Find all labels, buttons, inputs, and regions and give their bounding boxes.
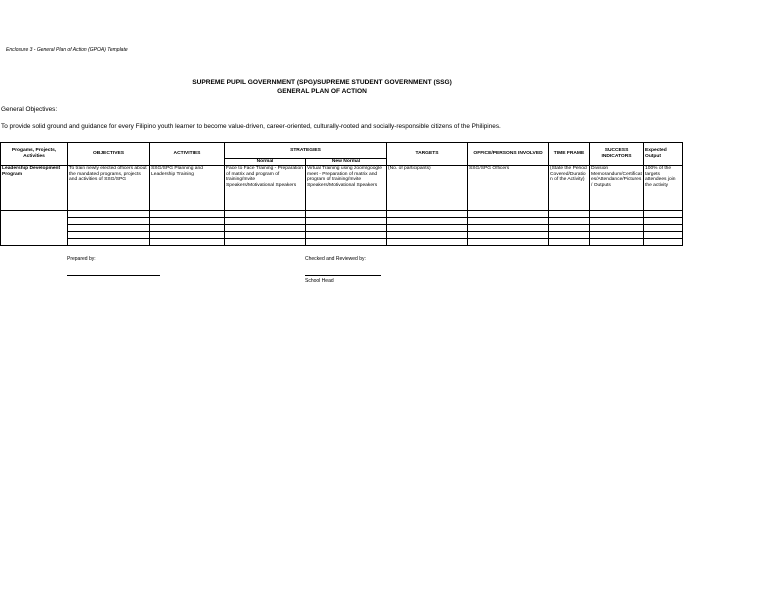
cell-empty xyxy=(644,218,683,225)
subheader-new-normal: New Normal xyxy=(306,159,387,166)
table-row xyxy=(1,232,683,239)
cell-empty xyxy=(150,232,225,239)
cell-empty xyxy=(68,211,150,218)
checked-by-signature-line xyxy=(305,275,381,276)
cell-empty xyxy=(387,218,468,225)
table-row xyxy=(1,166,683,211)
general-objectives-label: General Objectives: xyxy=(1,106,58,113)
table-row xyxy=(1,239,683,246)
general-objectives-text: To provide solid ground and guidance for every Filipino youth learner to become value-driven, career-oriented, culturally-rooted and socially-responsible citizens of the Philipines. xyxy=(1,123,501,130)
cell-ppa: Leadership Development Program xyxy=(1,166,68,211)
header-expected-output: Expected Output xyxy=(644,143,683,166)
header-strategies: STRATEGIES xyxy=(225,143,387,159)
cell-empty xyxy=(387,239,468,246)
cell-empty xyxy=(225,218,306,225)
cell-empty xyxy=(306,239,387,246)
plan-of-action-table xyxy=(0,142,683,246)
cell-empty xyxy=(468,218,549,225)
cell-empty xyxy=(644,239,683,246)
cell-empty xyxy=(549,218,590,225)
cell-empty xyxy=(306,232,387,239)
cell-empty xyxy=(150,211,225,218)
cell-new-normal: Virtual Training using zoom/google meet - Preparation of matrix and program of training/Invite Speakers/Motivational Speakers xyxy=(306,166,387,211)
header-objectives: OBJECTIVES xyxy=(68,143,150,166)
cell-empty xyxy=(225,232,306,239)
cell-empty xyxy=(468,239,549,246)
cell-empty xyxy=(150,218,225,225)
cell-empty xyxy=(644,232,683,239)
cell-empty xyxy=(306,211,387,218)
table-row xyxy=(1,218,683,225)
checked-by-label: Checked and Reviewed by: xyxy=(305,256,366,262)
cell-empty xyxy=(549,225,590,232)
cell-empty xyxy=(387,211,468,218)
cell-empty xyxy=(590,211,644,218)
document-title: SUPREME PUPIL GOVERNMENT (SPG)/SUPREME STUDENT GOVERNMENT (SSG) xyxy=(192,79,452,86)
cell-empty xyxy=(590,232,644,239)
header-success-indicators: SUCCESS INDICATORS xyxy=(590,143,644,166)
cell-empty xyxy=(644,225,683,232)
cell-empty xyxy=(468,232,549,239)
cell-empty xyxy=(150,239,225,246)
cell-empty xyxy=(590,218,644,225)
school-head-label: School Head xyxy=(305,278,334,284)
cell-expected: 100% of the targets attendees join the activity xyxy=(644,166,683,211)
cell-office: SSG/SPG Officers xyxy=(468,166,549,211)
cell-empty xyxy=(549,239,590,246)
cell-empty xyxy=(306,218,387,225)
cell-empty xyxy=(1,211,68,246)
header-time-frame: TIME FRAME xyxy=(549,143,590,166)
cell-empty xyxy=(68,239,150,246)
enclosure-label: Enclosure 3 - General Plan of Action (GPOA) Template xyxy=(6,47,128,53)
header-activities: ACTIVITIES xyxy=(150,143,225,166)
table-row xyxy=(1,211,683,218)
cell-activities: SSG/SPG Planning and Leadership Training xyxy=(150,166,225,211)
cell-empty xyxy=(387,232,468,239)
header-office: OFFICE/PERSONS INVOLVED xyxy=(468,143,549,166)
cell-empty xyxy=(68,225,150,232)
cell-objectives: To train newly elected officers about the mandated programs, projects and activities of SSG/SPG xyxy=(68,166,150,211)
cell-empty xyxy=(590,239,644,246)
cell-empty xyxy=(150,225,225,232)
header-targets: TARGETS xyxy=(387,143,468,166)
cell-empty xyxy=(387,225,468,232)
cell-empty xyxy=(549,232,590,239)
cell-empty xyxy=(549,211,590,218)
cell-empty xyxy=(68,232,150,239)
cell-empty xyxy=(468,225,549,232)
cell-empty xyxy=(225,211,306,218)
cell-empty xyxy=(306,225,387,232)
prepared-by-signature-line xyxy=(67,275,160,276)
cell-success: Division Memorandum/Certificates/Attendance/Pictures / Outputs xyxy=(590,166,644,211)
cell-empty xyxy=(590,225,644,232)
cell-empty xyxy=(225,225,306,232)
cell-normal: Face to Face Training - Preparation of matrix and program of training/Invite Speakers/Motivational Speakers xyxy=(225,166,306,211)
cell-empty xyxy=(468,211,549,218)
document-subtitle: GENERAL PLAN OF ACTION xyxy=(277,88,367,95)
cell-empty xyxy=(68,218,150,225)
table-row xyxy=(1,225,683,232)
header-ppa: Progams, Projects, Activities xyxy=(1,143,68,166)
prepared-by-label: Prepared by: xyxy=(67,256,96,262)
cell-empty xyxy=(644,211,683,218)
cell-time-frame: (State the Period Covered/Duration of the Activity) xyxy=(549,166,590,211)
cell-empty xyxy=(225,239,306,246)
cell-targets: (No. of participants) xyxy=(387,166,468,211)
subheader-normal: Normal xyxy=(225,159,306,166)
